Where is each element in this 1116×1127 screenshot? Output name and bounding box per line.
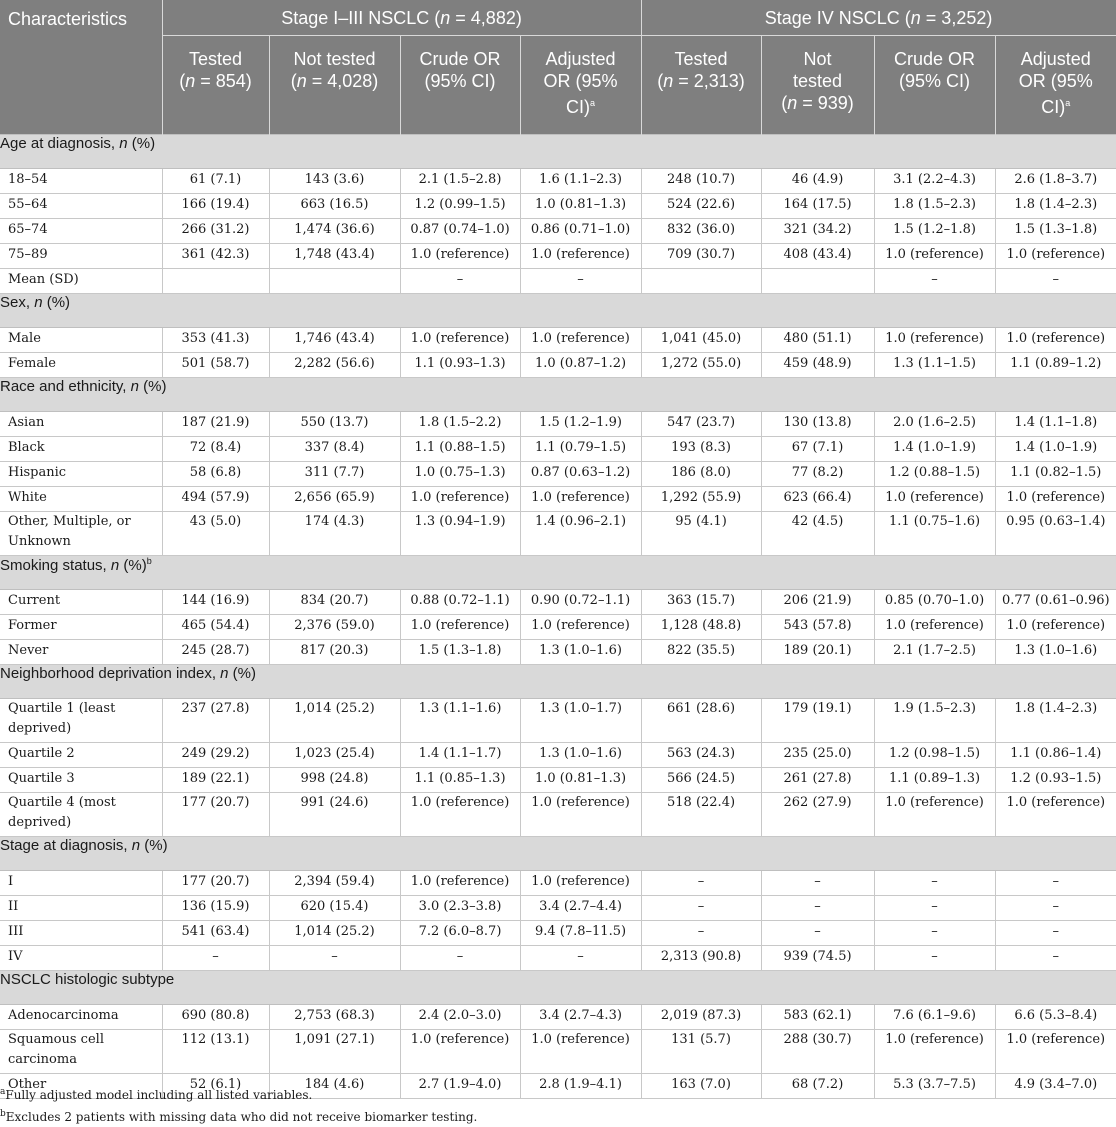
table-cell: 288 (30.7) (761, 1030, 874, 1074)
table-cell: 1.0 (reference) (995, 1030, 1116, 1074)
table-cell: – (761, 871, 874, 896)
table-cell: 0.90 (0.72–1.1) (520, 590, 641, 615)
table-cell: 1.0 (reference) (874, 793, 995, 837)
table-cell: 1.0 (reference) (400, 871, 520, 896)
table-cell: 0.86 (0.71–1.0) (520, 219, 641, 244)
table-cell: – (641, 896, 761, 921)
table-cell: 1.4 (1.1–1.7) (400, 743, 520, 768)
row-label: Former (0, 615, 162, 640)
table-cell: 0.87 (0.63–1.2) (520, 462, 641, 487)
table-row (0, 487, 1116, 512)
table-cell: 1,746 (43.4) (269, 328, 400, 353)
table-cell: 2,753 (68.3) (269, 1005, 400, 1030)
table-cell: 1,023 (25.4) (269, 743, 400, 768)
table-cell: 6.6 (5.3–8.4) (995, 1005, 1116, 1030)
table-cell: 353 (41.3) (162, 328, 269, 353)
row-label: Asian (0, 412, 162, 437)
row-label: II (0, 896, 162, 921)
table-cell: – (995, 269, 1116, 294)
table-row (0, 896, 1116, 921)
table-cell: 1.2 (0.93–1.5) (995, 768, 1116, 793)
header-tested-2: Tested (n = 2,313) (641, 36, 761, 135)
table-cell: – (400, 269, 520, 294)
table-cell: 1.8 (1.5–2.2) (400, 412, 520, 437)
table-row (0, 699, 1116, 743)
table-row (0, 590, 1116, 615)
table-cell: 1,474 (36.6) (269, 219, 400, 244)
table-cell: 166 (19.4) (162, 194, 269, 219)
table-cell: 2,394 (59.4) (269, 871, 400, 896)
table-cell: 1.0 (reference) (995, 244, 1116, 269)
table-cell: 518 (22.4) (641, 793, 761, 837)
table-cell: 1.3 (1.0–1.6) (520, 743, 641, 768)
table-cell: – (761, 896, 874, 921)
table-cell: 690 (80.8) (162, 1005, 269, 1030)
table-cell: 1.1 (0.75–1.6) (874, 512, 995, 556)
table-cell: 68 (7.2) (761, 1074, 874, 1099)
table-cell: 0.88 (0.72–1.1) (400, 590, 520, 615)
header-adjusted-or-2: Adjusted OR (95% CI)$^a$ (995, 36, 1116, 135)
header-stage-1-3: Stage I–III NSCLC (n = 4,882) (162, 0, 641, 36)
table-cell: 337 (8.4) (269, 437, 400, 462)
table-cell: 1.8 (1.5–2.3) (874, 194, 995, 219)
table-cell (269, 269, 400, 294)
table-cell: 130 (13.8) (761, 412, 874, 437)
table-cell: 524 (22.6) (641, 194, 761, 219)
table-cell: 3.4 (2.7–4.3) (520, 1005, 641, 1030)
table-cell: 1.0 (reference) (520, 793, 641, 837)
table-cell: 1.5 (1.2–1.8) (874, 219, 995, 244)
row-label: IV (0, 946, 162, 971)
row-label: Current (0, 590, 162, 615)
table-cell: 1.0 (reference) (400, 244, 520, 269)
table-cell: 3.4 (2.7–4.4) (520, 896, 641, 921)
section-title: Stage at diagnosis, n (%) (0, 837, 1116, 871)
table-cell: 164 (17.5) (761, 194, 874, 219)
table-cell: 7.6 (6.1–9.6) (874, 1005, 995, 1030)
table-cell: 1,091 (27.1) (269, 1030, 400, 1074)
row-label: Never (0, 640, 162, 665)
header-stage-4: Stage IV NSCLC (n = 3,252) (641, 0, 1116, 36)
header-adjusted-or-1: Adjusted OR (95% CI)$^a$ (520, 36, 641, 135)
table-cell: 991 (24.6) (269, 793, 400, 837)
table-cell: 834 (20.7) (269, 590, 400, 615)
row-label: Other, Multiple, or Unknown (0, 512, 162, 556)
table-cell: 5.3 (3.7–7.5) (874, 1074, 995, 1099)
section-title: Smoking status, n (%)$^b$ (0, 556, 1116, 590)
table-cell: 2,282 (56.6) (269, 353, 400, 378)
table-cell: 459 (48.9) (761, 353, 874, 378)
table-cell: 1.0 (0.87–1.2) (520, 353, 641, 378)
table-cell: 1.9 (1.5–2.3) (874, 699, 995, 743)
table-cell: 1.0 (reference) (520, 615, 641, 640)
row-label: 75–89 (0, 244, 162, 269)
table-cell: 1.0 (reference) (874, 1030, 995, 1074)
section-ndi (0, 665, 1116, 699)
table-cell: 480 (51.1) (761, 328, 874, 353)
table-cell: 361 (42.3) (162, 244, 269, 269)
table-cell: 1.0 (reference) (400, 1030, 520, 1074)
section-title: Neighborhood deprivation index, n (%) (0, 665, 1116, 699)
table-cell: 2.7 (1.9–4.0) (400, 1074, 520, 1099)
table-cell: 72 (8.4) (162, 437, 269, 462)
table-cell: 1.6 (1.1–2.3) (520, 169, 641, 194)
row-label: 18–54 (0, 169, 162, 194)
table-cell: 1.0 (0.81–1.3) (520, 194, 641, 219)
header-tested-1: Tested (n = 854) (162, 36, 269, 135)
table-cell: 248 (10.7) (641, 169, 761, 194)
table-cell: 2.1 (1.5–2.8) (400, 169, 520, 194)
table-cell: 1.0 (reference) (874, 328, 995, 353)
table-cell: 1.0 (reference) (520, 328, 641, 353)
table-cell: 266 (31.2) (162, 219, 269, 244)
table-cell: 193 (8.3) (641, 437, 761, 462)
table-cell: 2.0 (1.6–2.5) (874, 412, 995, 437)
section-title: Age at diagnosis, n (%) (0, 135, 1116, 169)
row-label: Hispanic (0, 462, 162, 487)
table-cell: 1,292 (55.9) (641, 487, 761, 512)
row-label: Quartile 2 (0, 743, 162, 768)
table-cell: 1.3 (1.1–1.5) (874, 353, 995, 378)
table-cell: 1.3 (1.1–1.6) (400, 699, 520, 743)
footnote-b: $^b$Excludes 2 patients with missing data who did not receive biomarker testing. (0, 1109, 478, 1124)
table-cell: 1.8 (1.4–2.3) (995, 194, 1116, 219)
table-cell: 1.0 (reference) (520, 871, 641, 896)
table-cell: – (874, 871, 995, 896)
table-cell: – (641, 921, 761, 946)
table-cell: 245 (28.7) (162, 640, 269, 665)
table-cell: 184 (4.6) (269, 1074, 400, 1099)
table-cell: 465 (54.4) (162, 615, 269, 640)
table-cell: 144 (16.9) (162, 590, 269, 615)
table-cell: 1,748 (43.4) (269, 244, 400, 269)
table-cell: 0.77 (0.61–0.96) (995, 590, 1116, 615)
table-row (0, 219, 1116, 244)
table-cell: 2.1 (1.7–2.5) (874, 640, 995, 665)
table-row (0, 244, 1116, 269)
header-not-tested-2: Not tested (n = 939) (761, 36, 874, 135)
table-cell: 112 (13.1) (162, 1030, 269, 1074)
table-cell: 189 (22.1) (162, 768, 269, 793)
table-cell: 547 (23.7) (641, 412, 761, 437)
table-cell: 1.1 (0.89–1.3) (874, 768, 995, 793)
table-cell: 189 (20.1) (761, 640, 874, 665)
table-cell: 939 (74.5) (761, 946, 874, 971)
table-cell: 1.5 (1.3–1.8) (400, 640, 520, 665)
table-row (0, 1005, 1116, 1030)
table-cell: 1.0 (reference) (400, 487, 520, 512)
table-row (0, 615, 1116, 640)
header-not-tested-1: Not tested (n = 4,028) (269, 36, 400, 135)
row-label: Black (0, 437, 162, 462)
table-row (0, 793, 1116, 837)
row-label: White (0, 487, 162, 512)
table-cell: 311 (7.7) (269, 462, 400, 487)
footnotes (0, 1083, 477, 1127)
table-cell (162, 269, 269, 294)
table-cell: 501 (58.7) (162, 353, 269, 378)
table-cell (641, 269, 761, 294)
table-cell: 583 (62.1) (761, 1005, 874, 1030)
table-cell: 1.1 (0.88–1.5) (400, 437, 520, 462)
table-cell: 543 (57.8) (761, 615, 874, 640)
table-cell: – (400, 946, 520, 971)
table-cell: 1.0 (reference) (400, 328, 520, 353)
table-cell: 42 (4.5) (761, 512, 874, 556)
table-cell: 363 (15.7) (641, 590, 761, 615)
table-cell: 1,014 (25.2) (269, 699, 400, 743)
table-cell: 832 (36.0) (641, 219, 761, 244)
table-cell: 321 (34.2) (761, 219, 874, 244)
table-cell: 2.4 (2.0–3.0) (400, 1005, 520, 1030)
table-cell: 235 (25.0) (761, 743, 874, 768)
table-cell: 0.95 (0.63–1.4) (995, 512, 1116, 556)
table-row (0, 640, 1116, 665)
table-cell: 0.87 (0.74–1.0) (400, 219, 520, 244)
table-cell: 1,272 (55.0) (641, 353, 761, 378)
table-cell: 1.2 (0.88–1.5) (874, 462, 995, 487)
table-cell: 1.0 (0.81–1.3) (520, 768, 641, 793)
table-cell: 1.3 (0.94–1.9) (400, 512, 520, 556)
table-cell: 136 (15.9) (162, 896, 269, 921)
table-cell: – (641, 871, 761, 896)
table-row (0, 462, 1116, 487)
table-cell: – (761, 921, 874, 946)
table-cell: – (874, 921, 995, 946)
table-cell: 623 (66.4) (761, 487, 874, 512)
section-stage (0, 837, 1116, 871)
table-cell: 1.3 (1.0–1.7) (520, 699, 641, 743)
table-cell: 2.8 (1.9–4.1) (520, 1074, 641, 1099)
row-label: Adenocarcinoma (0, 1005, 162, 1030)
table-cell: 1,014 (25.2) (269, 921, 400, 946)
table-cell: 2,313 (90.8) (641, 946, 761, 971)
row-label: Mean (SD) (0, 269, 162, 294)
table-cell: 1.1 (0.93–1.3) (400, 353, 520, 378)
table-cell: 566 (24.5) (641, 768, 761, 793)
table-cell: 3.1 (2.2–4.3) (874, 169, 995, 194)
table-cell: 550 (13.7) (269, 412, 400, 437)
table-cell: 817 (20.3) (269, 640, 400, 665)
table-cell: 2,656 (65.9) (269, 487, 400, 512)
table-cell: 58 (6.8) (162, 462, 269, 487)
table-cell: 2,019 (87.3) (641, 1005, 761, 1030)
table-cell: 261 (27.8) (761, 768, 874, 793)
row-label: Other (0, 1074, 162, 1099)
table-cell: 1.1 (0.79–1.5) (520, 437, 641, 462)
row-label: Quartile 1 (least deprived) (0, 699, 162, 743)
table-row (0, 328, 1116, 353)
row-label: Quartile 4 (most deprived) (0, 793, 162, 837)
table-cell: 131 (5.7) (641, 1030, 761, 1074)
table-cell: – (874, 896, 995, 921)
row-label: 55–64 (0, 194, 162, 219)
table-cell: 163 (7.0) (641, 1074, 761, 1099)
footnote-a: $^a$Fully adjusted model including all listed variables. (0, 1087, 313, 1102)
table-cell: 1.3 (1.0–1.6) (995, 640, 1116, 665)
table-cell: 408 (43.4) (761, 244, 874, 269)
table-cell: 4.9 (3.4–7.0) (995, 1074, 1116, 1099)
table-cell: 1.1 (0.82–1.5) (995, 462, 1116, 487)
table-cell: 2,376 (59.0) (269, 615, 400, 640)
table-cell: – (162, 946, 269, 971)
section-sex (0, 294, 1116, 328)
row-label: Squamous cell carcinoma (0, 1030, 162, 1074)
section-title: NSCLC histologic subtype (0, 971, 1116, 1005)
table-cell: 1.0 (0.75–1.3) (400, 462, 520, 487)
table-cell: 43 (5.0) (162, 512, 269, 556)
table-cell: – (874, 269, 995, 294)
header-crude-or-2: Crude OR (95% CI) (874, 36, 995, 135)
table-cell: 179 (19.1) (761, 699, 874, 743)
table-row (0, 194, 1116, 219)
table-cell: 1.0 (reference) (874, 244, 995, 269)
table-cell: 1,041 (45.0) (641, 328, 761, 353)
table-cell: 52 (6.1) (162, 1074, 269, 1099)
row-label: I (0, 871, 162, 896)
table-cell: – (520, 269, 641, 294)
table-cell: 541 (63.4) (162, 921, 269, 946)
table-cell: 206 (21.9) (761, 590, 874, 615)
header-crude-or-1: Crude OR (95% CI) (400, 36, 520, 135)
table-row (0, 512, 1116, 556)
table-cell: 7.2 (6.0–8.7) (400, 921, 520, 946)
table-cell: 46 (4.9) (761, 169, 874, 194)
table-cell: 186 (8.0) (641, 462, 761, 487)
table-cell: 237 (27.8) (162, 699, 269, 743)
table-row (0, 921, 1116, 946)
row-label: 65–74 (0, 219, 162, 244)
table-cell: 998 (24.8) (269, 768, 400, 793)
table-cell: 262 (27.9) (761, 793, 874, 837)
row-label: Female (0, 353, 162, 378)
table-cell: 1.2 (0.99–1.5) (400, 194, 520, 219)
table-row (0, 412, 1116, 437)
table-cell: 95 (4.1) (641, 512, 761, 556)
table-cell: – (995, 871, 1116, 896)
table-cell: 61 (7.1) (162, 169, 269, 194)
table-row (0, 437, 1116, 462)
row-label: III (0, 921, 162, 946)
table-cell: 1.0 (reference) (400, 793, 520, 837)
table-cell: 1.0 (reference) (874, 487, 995, 512)
table-cell: 663 (16.5) (269, 194, 400, 219)
table-row (0, 1030, 1116, 1074)
table-cell: 1.0 (reference) (995, 615, 1116, 640)
section-title: Race and ethnicity, n (%) (0, 378, 1116, 412)
table-cell: – (995, 921, 1116, 946)
table-cell: 67 (7.1) (761, 437, 874, 462)
table-cell: 1.0 (reference) (520, 244, 641, 269)
table-row (0, 871, 1116, 896)
table-cell: 9.4 (7.8–11.5) (520, 921, 641, 946)
table-cell: 1.1 (0.89–1.2) (995, 353, 1116, 378)
table-cell: 77 (8.2) (761, 462, 874, 487)
table-cell: 1.5 (1.3–1.8) (995, 219, 1116, 244)
table-cell: 1.0 (reference) (995, 793, 1116, 837)
header-characteristics: Characteristics (0, 0, 162, 135)
table-row (0, 946, 1116, 971)
table-cell: 1.4 (0.96–2.1) (520, 512, 641, 556)
table-cell: 1.1 (0.85–1.3) (400, 768, 520, 793)
table-cell: 1.1 (0.86–1.4) (995, 743, 1116, 768)
table-cell: 1.5 (1.2–1.9) (520, 412, 641, 437)
table-row (0, 353, 1116, 378)
table-cell: 661 (28.6) (641, 699, 761, 743)
table-cell: 1.8 (1.4–2.3) (995, 699, 1116, 743)
table-cell: 1.3 (1.0–1.6) (520, 640, 641, 665)
table-cell: 187 (21.9) (162, 412, 269, 437)
table-cell: 174 (4.3) (269, 512, 400, 556)
table-cell: 709 (30.7) (641, 244, 761, 269)
section-hist (0, 971, 1116, 1005)
table-cell: 3.0 (2.3–3.8) (400, 896, 520, 921)
table-cell: 2.6 (1.8–3.7) (995, 169, 1116, 194)
table-cell: – (269, 946, 400, 971)
table-cell: 177 (20.7) (162, 871, 269, 896)
table-cell: 1.0 (reference) (874, 615, 995, 640)
section-smoking (0, 556, 1116, 590)
table-cell: 143 (3.6) (269, 169, 400, 194)
table-cell: – (995, 946, 1116, 971)
table-cell: – (520, 946, 641, 971)
row-label: Quartile 3 (0, 768, 162, 793)
table-cell: 249 (29.2) (162, 743, 269, 768)
row-label: Male (0, 328, 162, 353)
table-cell: – (995, 896, 1116, 921)
table-cell: 1.0 (reference) (400, 615, 520, 640)
table-cell: 1.0 (reference) (520, 487, 641, 512)
table-cell: 1,128 (48.8) (641, 615, 761, 640)
table-cell: 177 (20.7) (162, 793, 269, 837)
table-cell (761, 269, 874, 294)
table-cell: 822 (35.5) (641, 640, 761, 665)
table-cell: 620 (15.4) (269, 896, 400, 921)
table-row (0, 743, 1116, 768)
table-cell: 0.85 (0.70–1.0) (874, 590, 995, 615)
section-race (0, 378, 1116, 412)
table-cell: 1.0 (reference) (995, 328, 1116, 353)
table-cell: 494 (57.9) (162, 487, 269, 512)
table-row (0, 169, 1116, 194)
table-cell: – (874, 946, 995, 971)
section-title: Sex, n (%) (0, 294, 1116, 328)
table-cell: 1.2 (0.98–1.5) (874, 743, 995, 768)
table-cell: 1.0 (reference) (520, 1030, 641, 1074)
table-cell: 1.4 (1.0–1.9) (874, 437, 995, 462)
section-age (0, 135, 1116, 169)
table-cell: 1.4 (1.1–1.8) (995, 412, 1116, 437)
table-row (0, 269, 1116, 294)
table-row (0, 768, 1116, 793)
table-cell: 563 (24.3) (641, 743, 761, 768)
table-cell: 1.4 (1.0–1.9) (995, 437, 1116, 462)
table-cell: 1.0 (reference) (995, 487, 1116, 512)
